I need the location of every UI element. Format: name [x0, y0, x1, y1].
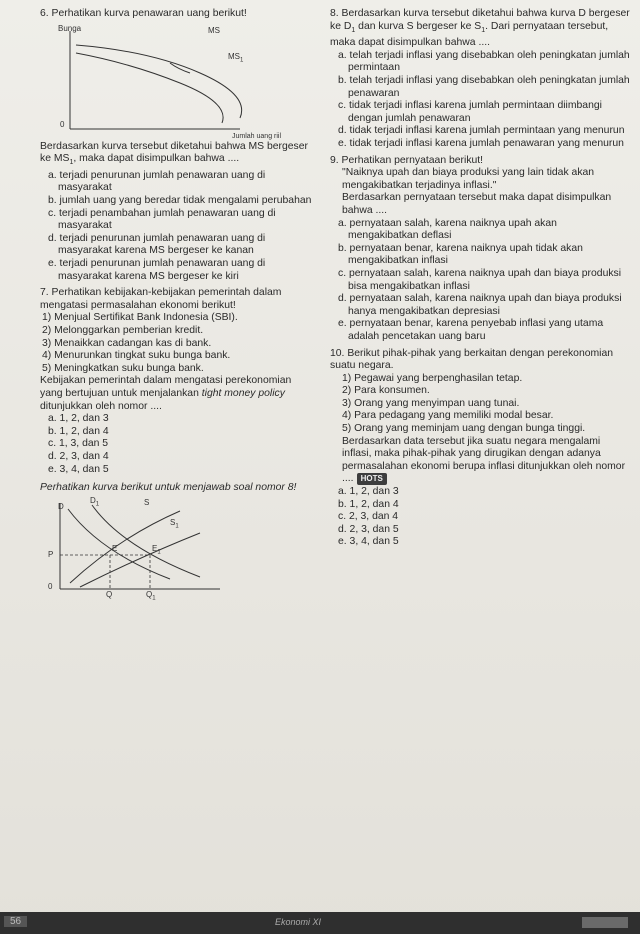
- question-8-graph-intro: Perhatikan kurva berikut untuk menjawab soal nomor 8!: [40, 482, 297, 494]
- money-supply-graph-svg: [40, 23, 300, 135]
- supply-curve: [70, 511, 180, 583]
- question-10-option-d[interactable]: d. 2, 3, dan 5: [338, 523, 399, 535]
- question-6-option-d[interactable]: d. terjadi penurunan jumlah penawaran uang di masyarakat karena MS bergeser ke kanan: [48, 232, 266, 257]
- left-column: [40, 8, 316, 601]
- supply-demand-graph: [40, 495, 300, 602]
- demand1-curve: [92, 505, 200, 577]
- label-q: Q: [106, 589, 113, 599]
- question-8-option-b[interactable]: b. telah terjadi inflasi yang disebabkan oleh peningkatan jumlah penawaran: [338, 75, 630, 99]
- label-q1: $Q_1$: [146, 589, 156, 602]
- question-10-item-3: 3) Orang yang menyimpan uang tunai.: [342, 397, 520, 409]
- label-p: P: [48, 549, 54, 559]
- question-9-intro: 9. Perhatikan pernyataan berikut!: [330, 154, 484, 166]
- question-7: [40, 287, 316, 476]
- footer-tag: [582, 917, 628, 928]
- question-10-item-1: 1) Pegawai yang berpenghasilan tetap.: [342, 372, 523, 384]
- question-10-intro: 10. Berikut pihak-pihak yang berkaitan dengan perekonomian suatu negara.: [330, 347, 614, 372]
- label-d1: $D_1$: [90, 495, 100, 508]
- question-9-option-a[interactable]: a. pernyataan salah, karena naiknya upah akan mengakibatkan deflasi: [338, 217, 557, 242]
- question-9-quote: "Naiknya upah dan biaya produksi yang lain tidak akan mengakibatkan terjadinya inflasi.": [342, 167, 595, 191]
- question-8-stem: 8. Berdasarkan kurva tersebut diketahui bahwa kurva D bergeser ke $D_1$ dan kurva S bergeser ke $S_1$. Dari pernyataan tersebut, maka dapat disimpulkan bahwa ....: [330, 8, 630, 49]
- question-10-option-e[interactable]: e. 3, 4, dan 5: [338, 536, 399, 548]
- question-8-option-e[interactable]: e. tidak terjadi inflasi karena jumlah penawaran yang menurun: [338, 138, 624, 150]
- question-8: [330, 8, 630, 151]
- question-9-option-e[interactable]: e. pernyataan benar, karena penyebab inflasi yang utama adalah pencetakan uang baru: [338, 318, 604, 342]
- label-d: D: [58, 501, 64, 511]
- question-10-stem: Berdasarkan data tersebut jika suatu negara mengalami inflasi, maka pihak-pihak yang dirugikan dengan adanya permasalahan ekonomi berupa inflasi ditunjukkan oleh nomor .... HOTS: [342, 435, 626, 485]
- ms1-label: $MS_1$: [228, 51, 244, 64]
- question-6-option-e[interactable]: e. terjadi penurunan jumlah penawaran uang di masyarakat karena MS bergeser ke kiri: [48, 258, 266, 282]
- label-e: E: [112, 543, 118, 553]
- x-axis-label: Jumlah uang riil: [232, 132, 282, 140]
- question-7-stem: Kebijakan pemerintah dalam mengatasi perekonomian yang bertujuan untuk menjalankan tight money policy ditunjukkan oleh nomor ....: [40, 375, 292, 412]
- question-8-graph-block: [40, 482, 316, 602]
- label-origin: 0: [48, 581, 53, 591]
- question-7-item-1: 1) Menjual Sertifikat Bank Indonesia (SBI).: [42, 312, 238, 324]
- question-10-option-c[interactable]: c. 2, 3, dan 4: [338, 511, 399, 523]
- question-8-option-c[interactable]: c. tidak terjadi inflasi karena jumlah permintaan diimbangi dengan jumlah penawaran: [338, 100, 602, 124]
- question-10-item-2: 2) Para konsumen.: [342, 385, 430, 397]
- question-7-option-e[interactable]: e. 3, 4, dan 5: [48, 463, 109, 475]
- supply-demand-graph-svg: [40, 497, 300, 597]
- question-6-intro: 6. Perhatikan kurva penawaran uang berikut!: [40, 8, 247, 19]
- question-6-stem: Berdasarkan kurva tersebut diketahui bahwa MS bergeser ke $MS_1$, maka dapat disimpulkan bahwa ....: [40, 140, 308, 167]
- question-6-option-b[interactable]: b. jumlah uang yang beredar tidak mengalami perubahan: [48, 195, 312, 207]
- ms1-curve: [76, 45, 242, 118]
- ms-label: MS: [208, 25, 220, 35]
- question-7-item-5: 5) Meningkatkan suku bunga bank.: [42, 362, 204, 374]
- question-7-option-d[interactable]: d. 2, 3, dan 4: [48, 450, 109, 462]
- question-8-option-a[interactable]: a. telah terjadi inflasi yang disebabkan oleh peningkatan jumlah permintaan: [338, 49, 630, 74]
- question-10-option-a[interactable]: a. 1, 2, dan 3: [338, 486, 399, 498]
- question-7-item-3: 3) Menaikkan cadangan kas di bank.: [42, 337, 212, 349]
- question-7-option-a[interactable]: a. 1, 2, dan 3: [48, 413, 109, 425]
- question-9-option-b[interactable]: b. pernyataan benar, karena naiknya upah tidak akan mengakibatkan inflasi: [338, 242, 583, 267]
- question-10-option-b[interactable]: b. 1, 2, dan 4: [338, 498, 399, 510]
- y-axis-label: Bunga: [58, 23, 82, 33]
- question-10: [330, 348, 630, 550]
- question-8-option-d[interactable]: d. tidak terjadi inflasi karena jumlah permintaan yang menurun: [338, 125, 625, 137]
- question-9-option-d[interactable]: d. pernyataan salah, karena naiknya upah dan biaya produksi hanya mengakibatkan depresiasi: [338, 293, 622, 317]
- question-6-option-c[interactable]: c. terjadi penambahan jumlah penawaran uang di masyarakat: [48, 207, 276, 232]
- footer-brand: Ekonomi XI: [275, 917, 322, 927]
- question-7-option-b[interactable]: b. 1, 2, dan 4: [48, 425, 109, 437]
- page-footer: [0, 912, 640, 934]
- question-7-intro: 7. Perhatikan kebijakan-kebijakan pemerintah dalam mengatasi permasalahan ekonomi berikut!: [40, 287, 282, 311]
- question-7-option-c[interactable]: c. 1, 3, dan 5: [48, 438, 109, 450]
- question-10-item-4: 4) Para pedagang yang memiliki modal besar.: [342, 410, 554, 422]
- question-7-item-4: 4) Menurunkan tingkat suku bunga bank.: [42, 350, 231, 362]
- origin-label: 0: [60, 119, 65, 129]
- question-9-stem: Berdasarkan pernyataan tersebut maka dapat disimpulkan bahwa ....: [342, 192, 612, 216]
- question-9-option-c[interactable]: c. pernyataan salah, karena naiknya upah dan biaya produksi bisa mengakibatkan inflasi: [338, 267, 622, 292]
- question-6: [40, 8, 316, 283]
- money-supply-graph: [40, 23, 300, 140]
- ms-curve: [76, 53, 223, 123]
- question-7-item-2: 2) Melonggarkan pemberian kredit.: [42, 324, 204, 336]
- question-6-option-a[interactable]: a. terjadi penurunan jumlah penawaran uang di masyarakat: [48, 169, 266, 194]
- label-s1: $S_1$: [170, 517, 179, 530]
- question-9: [330, 155, 630, 344]
- page-number: 56: [4, 916, 27, 927]
- label-s: S: [144, 497, 150, 507]
- question-10-item-5: 5) Orang yang meminjam uang dengan bunga tinggi.: [342, 423, 586, 435]
- hots-badge: HOTS: [357, 473, 387, 485]
- label-e1: $E_1$: [152, 543, 161, 556]
- right-column: [330, 8, 630, 551]
